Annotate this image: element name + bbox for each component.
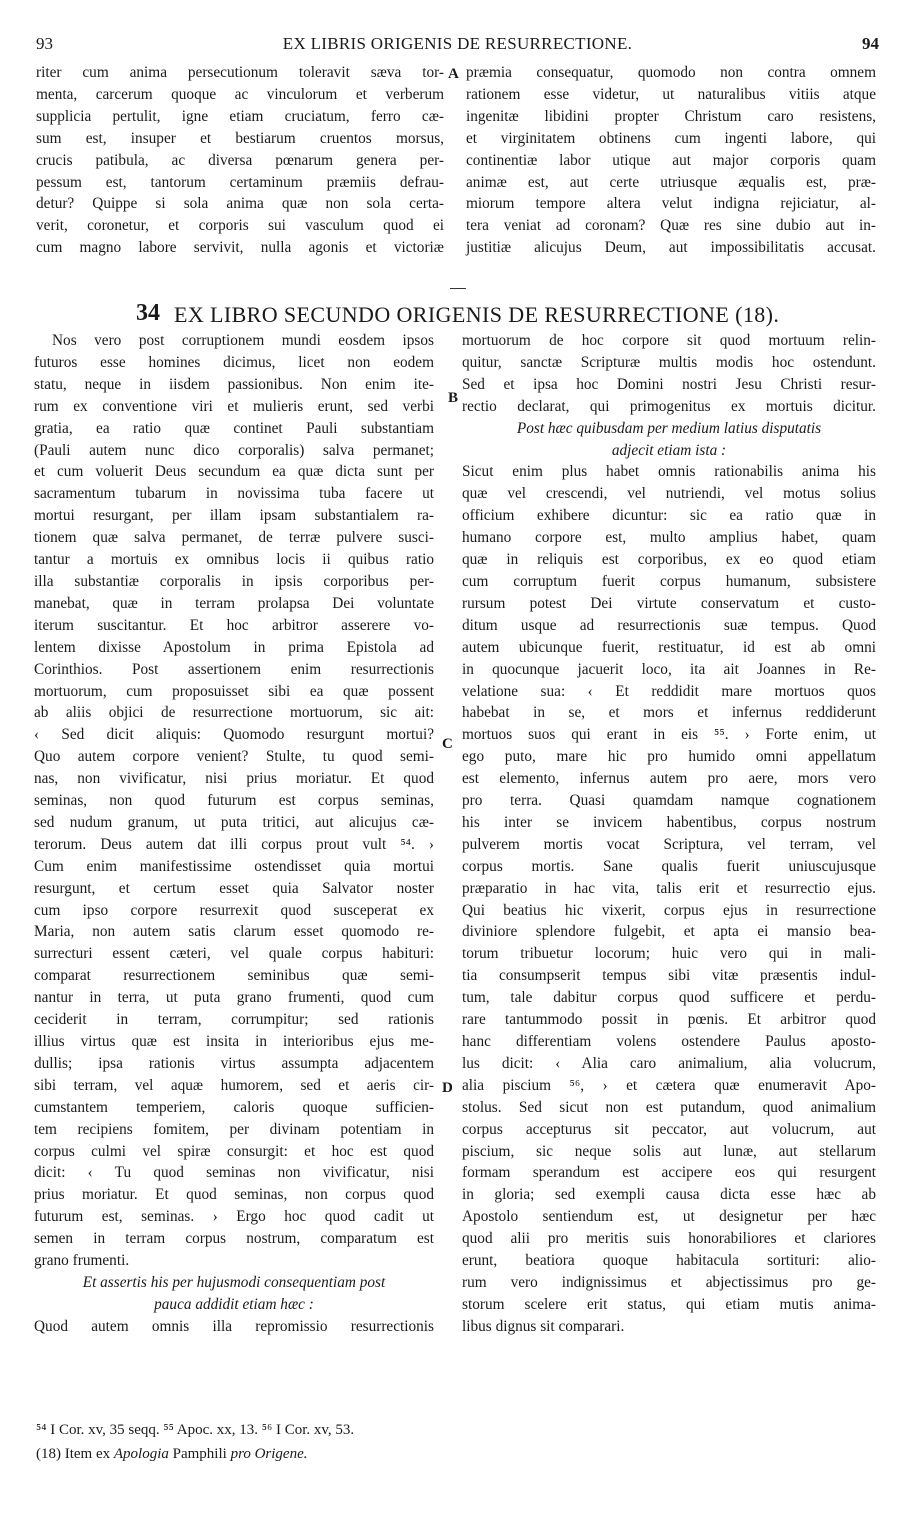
text-line: rectio declarat, qui primogenitus ex mortuis dicitur. — [462, 397, 876, 415]
text-line: diviniore splendore fulgebit, et apta ei mansio bea- — [462, 923, 876, 941]
right-page-number: 94 — [862, 34, 879, 53]
text-line: tum, tale dabitur corpus quod sufficere et perdu- — [462, 989, 876, 1007]
text-line: et cum voluerit Deus secundum ea quæ dicta sunt per — [34, 463, 434, 481]
text-line: quod alii pro meritis suis honorabiliores et clariores — [462, 1230, 876, 1248]
main-left-column — [34, 330, 434, 1338]
text-line: Cum enim manifestissime ostendisset quia mortui — [34, 857, 434, 875]
footnote-source — [36, 1442, 636, 1466]
text-line: surrecturi essent cæteri, vel quale corpus habituri: — [34, 945, 434, 963]
text-line: tia consumpserit tempus sibi vitæ præsentis indul- — [462, 967, 876, 985]
text-line: Et assertis his per hujusmodi consequentiam post — [82, 1273, 386, 1291]
text-line: illa substantiæ corporalis in ipsis corporibus per- — [34, 572, 434, 590]
text-line: libus dignus sit comparari. — [462, 1317, 625, 1335]
text-line: autem ubicunque fuerit, restituatur, id est ab omni — [462, 638, 876, 656]
footnote-work2: pro Origene. — [230, 1446, 308, 1462]
text-line: et virginitatem obtinens cum ingenti labore, qui — [466, 129, 876, 147]
text-line: ditum usque ad resurrectionis suæ tempus. Quod — [462, 616, 876, 634]
footnote-work: Apologia — [113, 1446, 169, 1462]
text-line: crucis patibula, ac diversa pœnarum genera per- — [36, 151, 444, 169]
text-line: ego puto, mare hic pro humido omni appellatum — [462, 748, 876, 766]
text-line: ‹ Sed dicit aliquis: Quomodo resurgunt mortui? — [34, 726, 434, 744]
text-line: Corinthios. Post assertionem enim resurrectionis — [34, 660, 434, 678]
text-line: menta, carcerum quoque ac vinculorum et verberum — [36, 85, 444, 103]
text-line: pulverem mortis vocat Scriptura, vel terram, vel — [462, 835, 876, 853]
text-line: piscium, sic neque solis aut lunæ, aut stellarum — [462, 1142, 876, 1160]
text-line: sed nudum granum, ut puta tritici, aut alicujus cæ- — [34, 813, 434, 831]
footnote-mid: Pamphili — [168, 1446, 231, 1462]
text-line: in gloria; sed exempli causa dicta esse hæc ab — [462, 1186, 876, 1204]
top-left-column — [36, 62, 444, 259]
text-line: velatione sua: ‹ Et reddidit mare mortuos quos — [462, 682, 876, 700]
margin-marker-d: D — [442, 1080, 453, 1096]
text-line: his inter se invicem habentibus, corpus nostrum — [462, 813, 876, 831]
text-line: gratia, ea ratio quæ continet Pauli substantiam — [34, 419, 434, 437]
text-line: illius virtus quæ est insita in interioribus ejus me- — [34, 1033, 434, 1050]
section-rule — [450, 288, 466, 289]
text-line: Sed et ipsa hoc Domini nostri Jesu Christi resur- — [462, 375, 876, 393]
text-line: dicit: ‹ Tu quod seminas non vivificatur, nisi — [34, 1164, 434, 1182]
text-line: corpus mortis. Sane qualis fuerit uniuscujusque — [462, 857, 876, 875]
text-line: miorum tempore altera velut indigna rejiciatur, al- — [466, 195, 876, 213]
section-title: EX LIBRO SECUNDO ORIGENIS DE RESURRECTIONE (18). — [174, 302, 780, 327]
text-line: quæ vel crescendi, vel nutriendi, vel motus solius — [462, 485, 876, 503]
text-line: rare tantummodo possit in pœnis. Et arbitror quod — [462, 1011, 876, 1029]
text-line: Quo autem corpore venient? Stulte, tu quod semi- — [34, 748, 434, 766]
text-line: Apostolo sentiendum est, ut designetur per hæc — [462, 1208, 876, 1226]
text-line: tera veniat ad coronam? Quæ res sine dubio aut in- — [466, 217, 876, 235]
text-line: futurum est, seminas. › Ergo hoc quod cadit ut — [34, 1208, 434, 1226]
text-line: rationem esse videtur, ut naturalibus vitiis atque — [466, 85, 876, 103]
text-line: animæ est, aut certe utriusque æqualis est, præ- — [466, 173, 876, 191]
text-line: statu, neque in iisdem passionibus. Non enim ite- — [34, 375, 434, 393]
text-line: semen in terram corpus nostrum, comparatum est — [34, 1230, 434, 1248]
text-line: cum corruptum fuerit corpus humanum, subsistere — [462, 572, 876, 590]
text-line: pro terra. Quasi quamdam namque cognationem — [462, 792, 876, 810]
text-line: hanc differentiam volens ostendere Paulus aposto- — [462, 1033, 876, 1050]
text-line: pessum est, tantorum certaminum præmiis defrau- — [36, 173, 444, 191]
footnote-prefix: (18) Item ex — [36, 1446, 114, 1462]
text-line: Post hæc quibusdam per medium latius disputatis — [516, 419, 822, 437]
text-line: mortui resurgant, per illam ipsam substantialem ra- — [34, 507, 434, 525]
text-line: futuros esse homines dicimus, licet non eodem — [34, 353, 434, 371]
text-line: justitiæ alicujus Deum, aut impossibilitatis accusat. — [466, 239, 876, 257]
text-line: quæ in reliquis est corporibus, ex eo quod etiam — [462, 551, 876, 569]
text-line: mortuorum de hoc corpore sit quod mortuum relin- — [462, 332, 876, 349]
text-line: quitur, sanctæ Scripturæ multis modis hoc ostendunt. — [462, 353, 876, 371]
main-right-column — [462, 330, 876, 1338]
text-line: Maria, non autem satis clarum esset quomodo re- — [34, 923, 434, 941]
text-line: rum ex conventione viri et mulieris erunt, sed verbi — [34, 397, 434, 415]
top-right-column — [466, 62, 876, 259]
text-line: ingenitæ libidini propter Christum caro resistens, — [466, 107, 876, 125]
text-line: præmia consequatur, quomodo non contra omnem — [466, 64, 876, 81]
text-line: dullis; ipsa rationis virtus assumpta adjacentem — [34, 1054, 434, 1072]
text-line: est elemento, infernus autem pro aere, mors vero — [462, 770, 876, 788]
text-line: tantur a mortuis ex omnibus locis ii quibus ratio — [34, 551, 434, 569]
text-line: corpus accepturus sit peccator, aut volucrum, aut — [462, 1120, 876, 1138]
margin-marker-a: A — [448, 66, 459, 82]
text-line: præparatio in hac vita, talis erit et resurrectio ejus. — [462, 879, 876, 897]
text-line: habebat in se, et mors et infernus reddiderunt — [462, 704, 876, 722]
margin-marker-b: B — [448, 390, 459, 406]
section-number: 34 — [136, 300, 160, 326]
text-line: nas, non vivificatur, nisi prius moriatur. Et quod — [34, 770, 434, 788]
text-line: alia piscium ⁵⁶, › et cætera quæ enumeravit Apo- — [462, 1076, 876, 1094]
text-line: cum ipso corpore resurrexit quod susceperat ex — [34, 901, 434, 919]
text-line: ab aliis objici de resurrectione mortuorum, sic ait: — [34, 704, 434, 722]
text-line: terorum. Deus autem dat illi corpus prout vult ⁵⁴. › — [34, 835, 434, 853]
text-line: humano corpore est, multo amplius habet, quam — [462, 529, 876, 547]
text-line: seminas, non quod futurum est corpus seminas, — [34, 792, 434, 810]
text-line: rursum potest Dei virtute conservatum et custo- — [462, 594, 876, 612]
text-line: supplicia pertulit, igne etiam cruciatum, ferro cæ- — [36, 107, 444, 125]
text-line: corpus culmi vel spiræ consurgit: et hoc est quod — [34, 1142, 434, 1160]
running-title: EX LIBRIS ORIGENIS DE RESURRECTIONE. — [282, 34, 633, 53]
text-line: prius moriatur. Et quod seminas, non corpus quod — [34, 1186, 434, 1204]
text-line: Sicut enim plus habet omnis rationabilis anima his — [462, 463, 876, 481]
text-line: sibi terram, vel aquæ humorem, sed et aeris cir- — [34, 1076, 434, 1094]
text-line: Nos vero post corruptionem mundi eosdem ipsos — [52, 332, 434, 349]
text-line: sum est, insuper et bestiarum cruentos morsus, — [36, 129, 444, 147]
left-page-number: 93 — [36, 34, 53, 53]
text-line: lentem dixisse Apostolum in prima Epistola ad — [34, 638, 434, 656]
text-line: cumstantem temperiem, caloris quoque sufficien- — [34, 1098, 434, 1116]
text-line: manebat, quæ in terram prolapsa Dei voluntate — [34, 594, 434, 612]
text-line: formam sperandum est accipere eos qui resurgent — [462, 1164, 876, 1182]
text-line: stolus. Sed sicut non est putandum, quod animalium — [462, 1098, 876, 1116]
text-line: tem recipiens fomitem, per divinam potentiam in — [34, 1120, 434, 1138]
margin-marker-c: C — [442, 736, 453, 752]
text-line: adjecit etiam ista : — [611, 441, 727, 459]
footnote-references: ⁵⁴ I Cor. xv, 35 seqq. ⁵⁵ Apoc. xx, 13. ⁵⁶ I Cor. xv, 53. — [36, 1422, 355, 1438]
text-line: tionem quæ salva permanet, de terræ pulvere susci- — [34, 529, 434, 547]
text-line: comparat resurrectionem seminibus quæ semi- — [34, 967, 434, 985]
text-line: rum vero indignissimus et abjectissimus pro ge- — [462, 1273, 876, 1291]
text-line: sacramentum tubarum in novissima tuba facere ut — [34, 485, 434, 503]
text-line: erunt, beatiora quoque habitacula sortituri: alio- — [462, 1252, 876, 1270]
text-line: mortuorum, cum proposuisset sibi ea quæ possent — [34, 682, 434, 700]
text-line: lus dicit: ‹ Alia caro animalium, alia volucrum, — [462, 1054, 876, 1072]
text-line: Quod autem omnis illa repromissio resurrectionis — [34, 1317, 434, 1335]
text-line: grano frumenti. — [34, 1252, 130, 1270]
text-line: detur? Quippe si sola anima quæ non sola certa- — [36, 195, 444, 213]
section-heading — [130, 298, 810, 330]
text-line: in quocunque jacuerit loco, ita ait Joannes in Re- — [462, 660, 876, 678]
text-line: mortuos suos qui erant in eis ⁵⁵. › Forte enim, ut — [462, 726, 876, 744]
text-line: iterum suscitantur. Et hoc arbitror asserere vo- — [34, 616, 434, 634]
text-line: torum tribuetur locorum; huic vero qui in mali- — [462, 945, 876, 963]
text-line: resurgunt, et certum esset quia Salvator noster — [34, 879, 434, 897]
text-line: storum scelere erit status, qui etiam mutis anima- — [462, 1295, 876, 1313]
footnotes — [36, 1418, 636, 1466]
text-line: officium exhibere dicuntur: sic ea ratio quæ in — [462, 507, 876, 525]
text-line: (Pauli autem nunc dico corporalis) salva permanet; — [34, 441, 434, 459]
text-line: Qui beatius hic vixerit, corpus ejus in resurrectione — [462, 901, 876, 919]
text-line: continentiæ labor utique aut major corporis quam — [466, 151, 876, 169]
text-line: nantur in terra, ut puta grano frumenti, quod cum — [34, 989, 434, 1007]
text-line: riter cum anima persecutionum toleravit sæva tor- — [36, 64, 444, 81]
text-line: cum magno labore servivit, nulla agonis et victoriæ — [36, 239, 444, 257]
text-line: pauca addidit etiam hæc : — [154, 1295, 314, 1313]
running-head — [36, 34, 879, 56]
text-line: verit, coronetur, et corporis sui vasculum quod ei — [36, 217, 444, 235]
text-line: ceciderit in terram, corrumpitur; sed rationis — [34, 1011, 434, 1029]
